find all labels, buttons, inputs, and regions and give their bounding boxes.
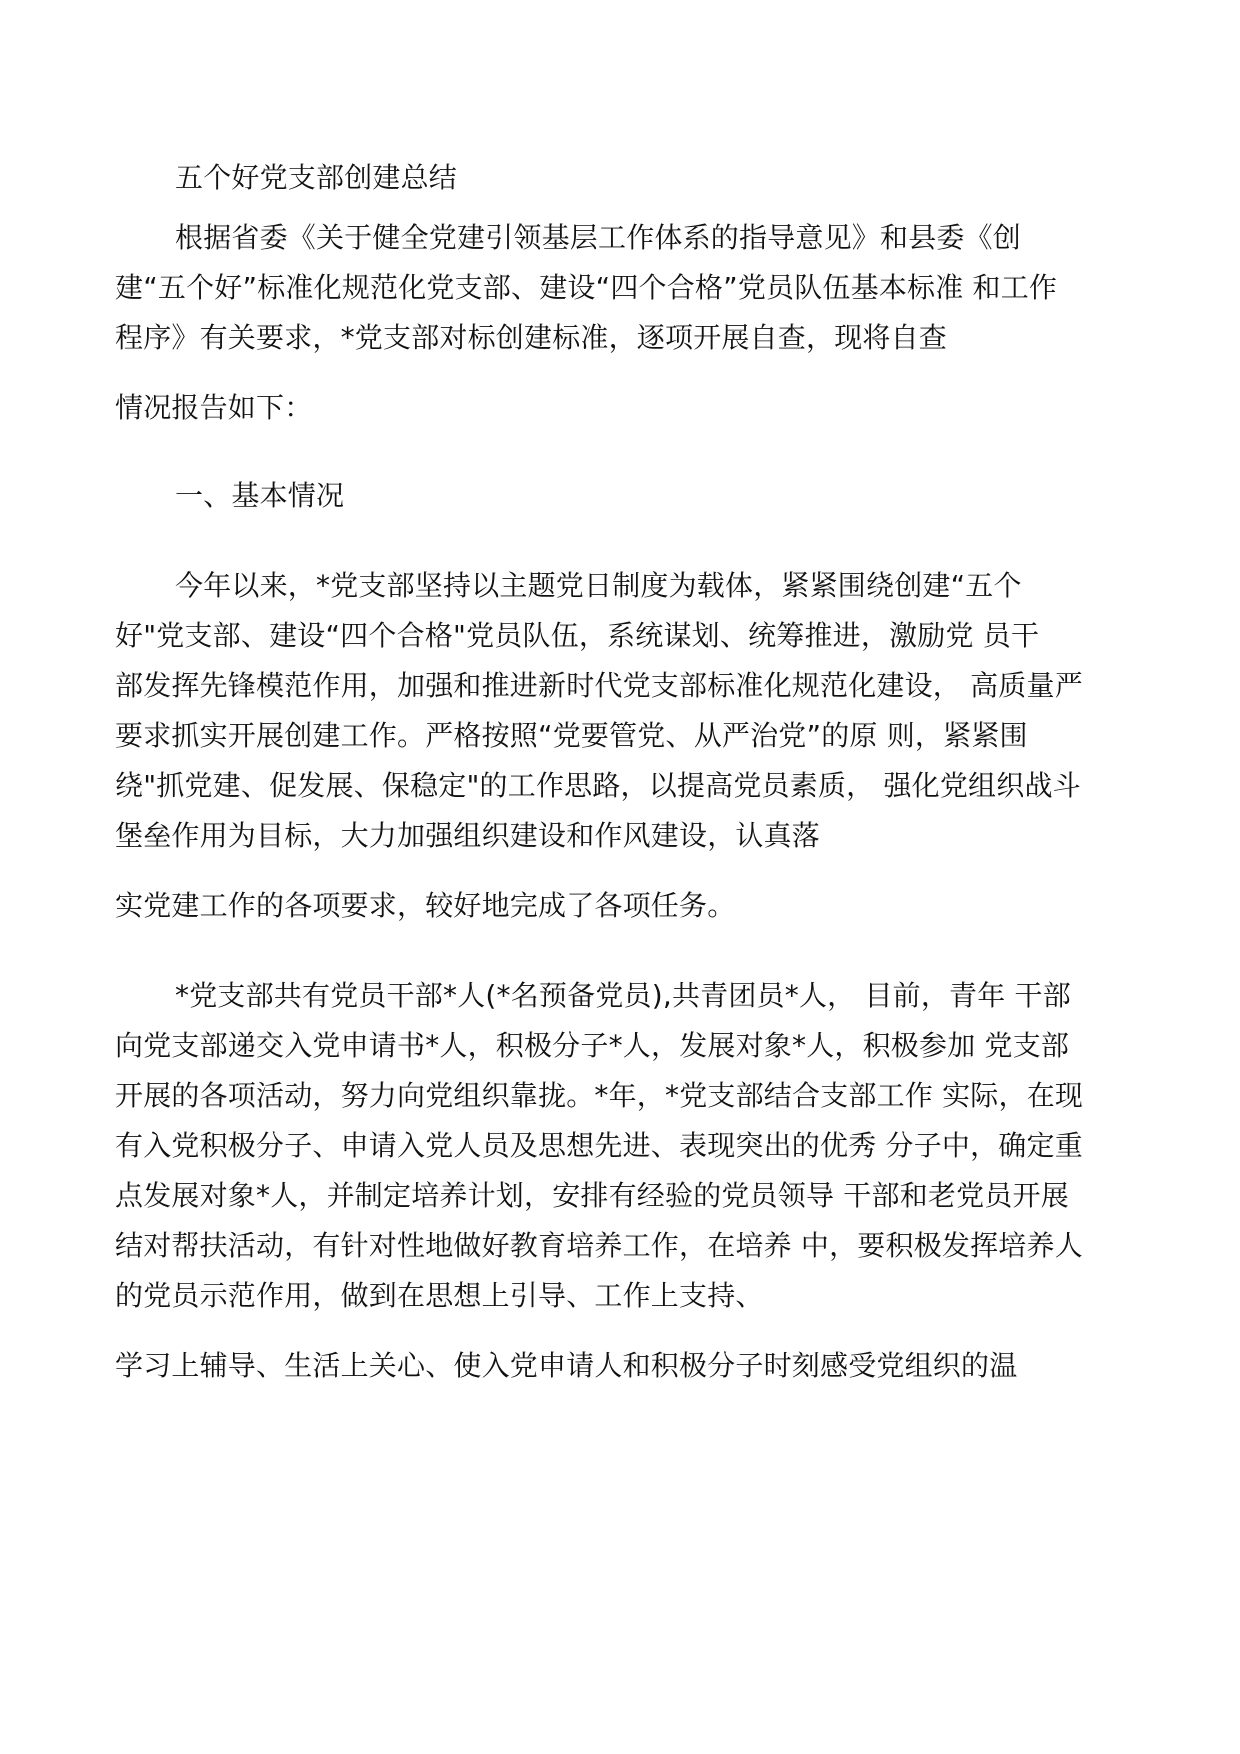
section-1-heading: 一、基本情况	[175, 479, 345, 512]
section-1-para-2-line-5: 点发展对象*人，并制定培养计划，安排有经验的党员领导 干部和老党员开展	[115, 1179, 1069, 1212]
section-1-para-1-line-5: 绕"抓党建、促发展、保稳定"的工作思路，以提高党员素质， 强化党组织战斗	[115, 769, 1081, 802]
section-1-para-1-line-6: 堡垒作用为目标，大力加强组织建设和作风建设，认真落	[115, 819, 821, 852]
section-1-para-1-line-1: 今年以来，*党支部坚持以主题党日制度为载体，紧紧围绕创建“五个	[175, 569, 1022, 602]
section-1-para-1-line-2: 好"党支部、建设“四个合格"党员队伍，系统谋划、统筹推进，激励党 员干	[115, 619, 1040, 652]
section-1-para-2-line-1: *党支部共有党员干部*人(*名预备党员),共青团员*人， 目前，青年 干部	[175, 979, 1071, 1012]
section-1-para-1-line-4: 要求抓实开展创建工作。严格按照“党要管党、从严治党”的原 则，紧紧围	[115, 719, 1028, 752]
section-1-para-2-line-4: 有入党积极分子、申请入党人员及思想先进、表现突出的优秀 分子中，确定重	[115, 1129, 1083, 1162]
section-1-para-2-line-3: 开展的各项活动，努力向党组织靠拢。*年，*党支部结合支部工作 实际，在现	[115, 1079, 1084, 1112]
section-1-para-2-line-6: 结对帮扶活动，有针对性地做好教育培养工作，在培养 中，要积极发挥培养人	[115, 1229, 1083, 1262]
section-1-para-2-line-8: 学习上辅导、生活上关心、使入党申请人和积极分子时刻感受党组织的温	[115, 1349, 1018, 1382]
document-title: 五个好党支部创建总结	[175, 161, 458, 194]
section-1-para-2-line-2: 向党支部递交入党申请书*人，积极分子*人，发展对象*人，积极参加 党支部	[115, 1029, 1070, 1062]
section-1-para-1-line-7: 实党建工作的各项要求，较好地完成了各项任务。	[115, 889, 736, 922]
section-1-para-1-line-3: 部发挥先锋模范作用，加强和推进新时代党支部标准化规范化建设， 高质量严	[115, 669, 1083, 702]
intro-line-4: 情况报告如下：	[115, 391, 313, 424]
intro-line-2: 建“五个好”标准化规范化党支部、建设“四个合格”党员队伍基本标准 和工作	[115, 271, 1058, 304]
intro-line-3: 程序》有关要求，*党支部对标创建标准，逐项开展自查，现将自查	[115, 321, 948, 354]
intro-line-1: 根据省委《关于健全党建引领基层工作体系的指导意见》和县委《创	[175, 221, 1022, 254]
section-1-para-2-line-7: 的党员示范作用，做到在思想上引导、工作上支持、	[115, 1279, 764, 1312]
